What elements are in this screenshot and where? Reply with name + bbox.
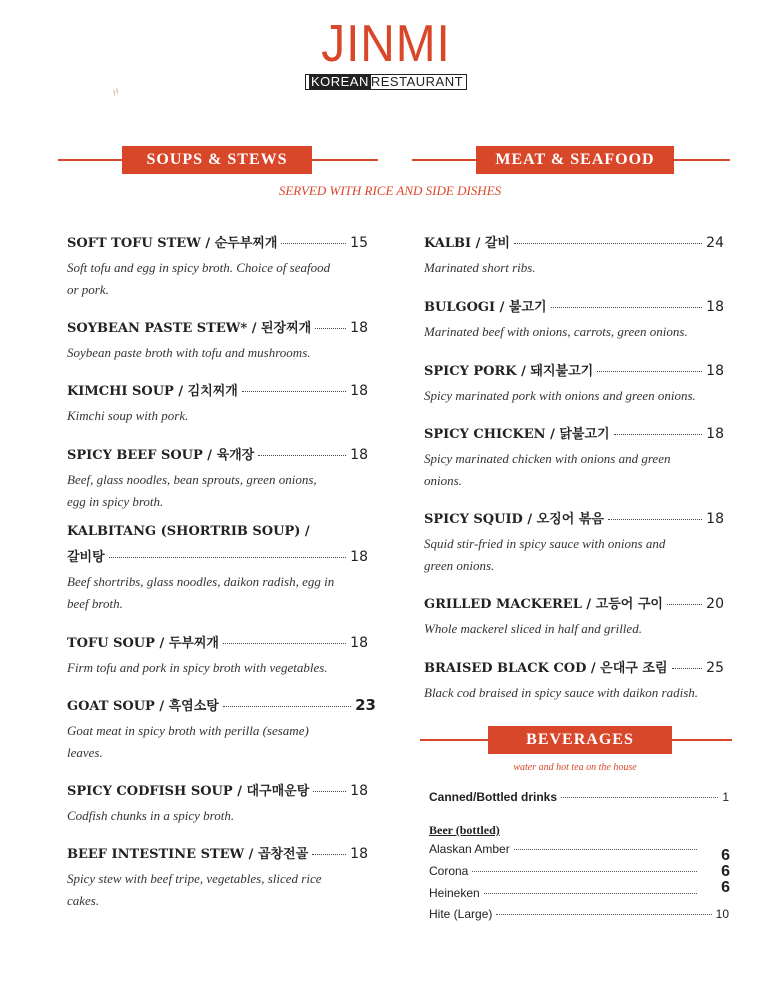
menu-item-kalbi bbox=[424, 232, 724, 279]
item-price: 20 bbox=[706, 596, 724, 612]
item-price: 18 bbox=[350, 549, 368, 565]
item-desc-line: Soft tofu and egg in spicy broth. Choice of seafood bbox=[67, 260, 331, 275]
item-desc-line: Squid stir-fried in spicy sauce with onions and bbox=[424, 536, 666, 551]
logo-name: JINMI bbox=[321, 15, 451, 73]
item-price: 18 bbox=[350, 635, 368, 651]
menu-item-braised-black-cod bbox=[424, 657, 724, 704]
item-name: BEEF INTESTINE STEW / 곱창전골 bbox=[67, 847, 309, 862]
item-price: 25 bbox=[706, 660, 724, 676]
item-desc-line: Marinated beef with onions, carrots, green onions. bbox=[424, 324, 688, 339]
item-price: 18 bbox=[706, 426, 724, 442]
restaurant-logo bbox=[0, 15, 772, 90]
item-desc-line: green onions. bbox=[424, 558, 495, 573]
item-price: 18 bbox=[706, 363, 724, 379]
menu-item-spicy-chicken bbox=[424, 423, 724, 492]
item-price: 18 bbox=[350, 846, 368, 862]
soups-banner: SOUPS & STEWS bbox=[122, 146, 312, 174]
item-name: SOYBEAN PASTE STEW* / 된장찌개 bbox=[67, 321, 312, 336]
beverage-price: 6 bbox=[721, 879, 730, 896]
meat-banner: MEAT & SEAFOOD bbox=[476, 146, 674, 174]
beverage-price: 10 bbox=[715, 907, 729, 921]
item-desc-line: Whole mackerel sliced in half and grilled. bbox=[424, 621, 642, 636]
item-name: SOFT TOFU STEW / 순두부찌개 bbox=[67, 236, 278, 251]
logo-sub-restaurant: RESTAURANT bbox=[370, 74, 464, 89]
item-desc-line: Kimchi soup with pork. bbox=[67, 408, 189, 423]
meat-banner-row bbox=[412, 146, 730, 172]
item-name: SPICY SQUID / 오징어 볶음 bbox=[424, 512, 604, 527]
beverage-heineken bbox=[429, 886, 701, 900]
item-price: 18 bbox=[350, 320, 368, 336]
item-price: 18 bbox=[706, 511, 724, 527]
item-name: SPICY BEEF SOUP / 육개장 bbox=[67, 448, 255, 463]
item-name: GRILLED MACKEREL / 고등어 구이 bbox=[424, 597, 663, 612]
menu-item-spicy-codfish-soup bbox=[67, 780, 368, 827]
section-subtitle: SERVED WITH RICE AND SIDE DISHES bbox=[278, 183, 502, 198]
logo-subtitle bbox=[305, 74, 467, 90]
item-desc-line: Beef, glass noodles, bean sprouts, green onions, bbox=[67, 472, 317, 487]
item-price: 24 bbox=[706, 235, 724, 251]
menu-item-spicy-squid bbox=[424, 508, 724, 577]
item-name: BRAISED BLACK COD / 은대구 조림 bbox=[424, 661, 668, 676]
beverage-hite-large bbox=[429, 907, 729, 921]
item-desc-line: leaves. bbox=[67, 745, 103, 760]
beverage-canned-drinks bbox=[429, 790, 729, 804]
beverages-subtitle: water and hot tea on the house bbox=[513, 762, 637, 773]
item-name: SPICY CHICKEN / 닭불고기 bbox=[424, 427, 610, 442]
menu-item-soft-tofu-stew bbox=[67, 232, 368, 301]
item-desc-line: or pork. bbox=[67, 282, 109, 297]
menu-item-spicy-pork bbox=[424, 360, 724, 407]
item-desc-line: Goat meat in spicy broth with perilla (sesame) bbox=[67, 723, 309, 738]
item-desc-line: Spicy marinated pork with onions and green onions. bbox=[424, 388, 696, 403]
item-name: SPICY PORK / 돼지불고기 bbox=[424, 364, 594, 379]
stray-mark-icon: 〃 bbox=[107, 83, 125, 102]
item-desc-line: cakes. bbox=[67, 893, 100, 908]
beverage-price: 6 bbox=[721, 847, 730, 864]
beverages-banner: BEVERAGES bbox=[488, 726, 672, 754]
item-desc-line: Black cod braised in spicy sauce with daikon radish. bbox=[424, 685, 699, 700]
item-price: 23 bbox=[355, 696, 376, 714]
soups-banner-row bbox=[58, 146, 378, 172]
menu-item-kalbitang bbox=[67, 524, 368, 615]
item-name: GOAT SOUP / 흑염소탕 bbox=[67, 699, 219, 714]
item-name-line1: KALBITANG (SHORTRIB SOUP) / bbox=[67, 524, 310, 539]
item-desc-line: egg in spicy broth. bbox=[67, 494, 164, 509]
item-price: 18 bbox=[350, 783, 368, 799]
beverage-price: 6 bbox=[721, 863, 730, 880]
item-name: 갈비탕 bbox=[67, 550, 105, 565]
beverage-name: Hite (Large) bbox=[429, 907, 493, 921]
item-name: KALBI / 갈비 bbox=[424, 236, 510, 251]
item-name: SPICY CODFISH SOUP / 대구매운탕 bbox=[67, 784, 310, 799]
item-name: TOFU SOUP / 두부찌개 bbox=[67, 636, 219, 651]
beer-section-title: Beer (bottled) bbox=[429, 823, 500, 837]
item-desc-line: Codfish chunks in a spicy broth. bbox=[67, 808, 235, 823]
beverage-name: Canned/Bottled drinks bbox=[429, 790, 558, 804]
menu-item-soybean-paste-stew bbox=[67, 317, 368, 364]
menu-item-goat-soup bbox=[67, 695, 376, 764]
item-price: 15 bbox=[350, 235, 368, 251]
menu-item-grilled-mackerel bbox=[424, 593, 724, 640]
item-name: KIMCHI SOUP / 김치찌개 bbox=[67, 384, 238, 399]
menu-item-bulgogi bbox=[424, 296, 724, 343]
menu-item-tofu-soup bbox=[67, 632, 368, 679]
logo-sub-korean: KOREAN bbox=[310, 74, 369, 89]
menu-item-beef-intestine-stew bbox=[67, 843, 368, 912]
item-desc-line: Marinated short ribs. bbox=[424, 260, 536, 275]
item-price: 18 bbox=[706, 299, 724, 315]
item-price: 18 bbox=[350, 383, 368, 399]
beverage-name: Corona bbox=[429, 864, 469, 878]
beverage-name: Heineken bbox=[429, 886, 480, 900]
item-name: BULGOGI / 불고기 bbox=[424, 300, 547, 315]
menu-item-kimchi-soup bbox=[67, 380, 368, 427]
item-desc-line: Beef shortribs, glass noodles, daikon radish, egg in bbox=[67, 574, 335, 589]
beverage-name: Alaskan Amber bbox=[429, 842, 510, 856]
item-desc-line: beef broth. bbox=[67, 596, 123, 611]
item-desc-line: Soybean paste broth with tofu and mushrooms. bbox=[67, 345, 311, 360]
item-desc-line: onions. bbox=[424, 473, 462, 488]
item-desc-line: Spicy stew with beef tripe, vegetables, sliced rice bbox=[67, 871, 322, 886]
beverage-price: 1 bbox=[722, 790, 729, 804]
beverages-banner-row bbox=[420, 726, 732, 752]
menu-item-spicy-beef-soup bbox=[67, 444, 368, 513]
beverage-corona bbox=[429, 864, 701, 878]
item-price: 18 bbox=[350, 447, 368, 463]
item-desc-line: Firm tofu and pork in spicy broth with vegetables. bbox=[67, 660, 328, 675]
item-desc-line: Spicy marinated chicken with onions and green bbox=[424, 451, 671, 466]
beverage-alaskan-amber bbox=[429, 842, 701, 856]
